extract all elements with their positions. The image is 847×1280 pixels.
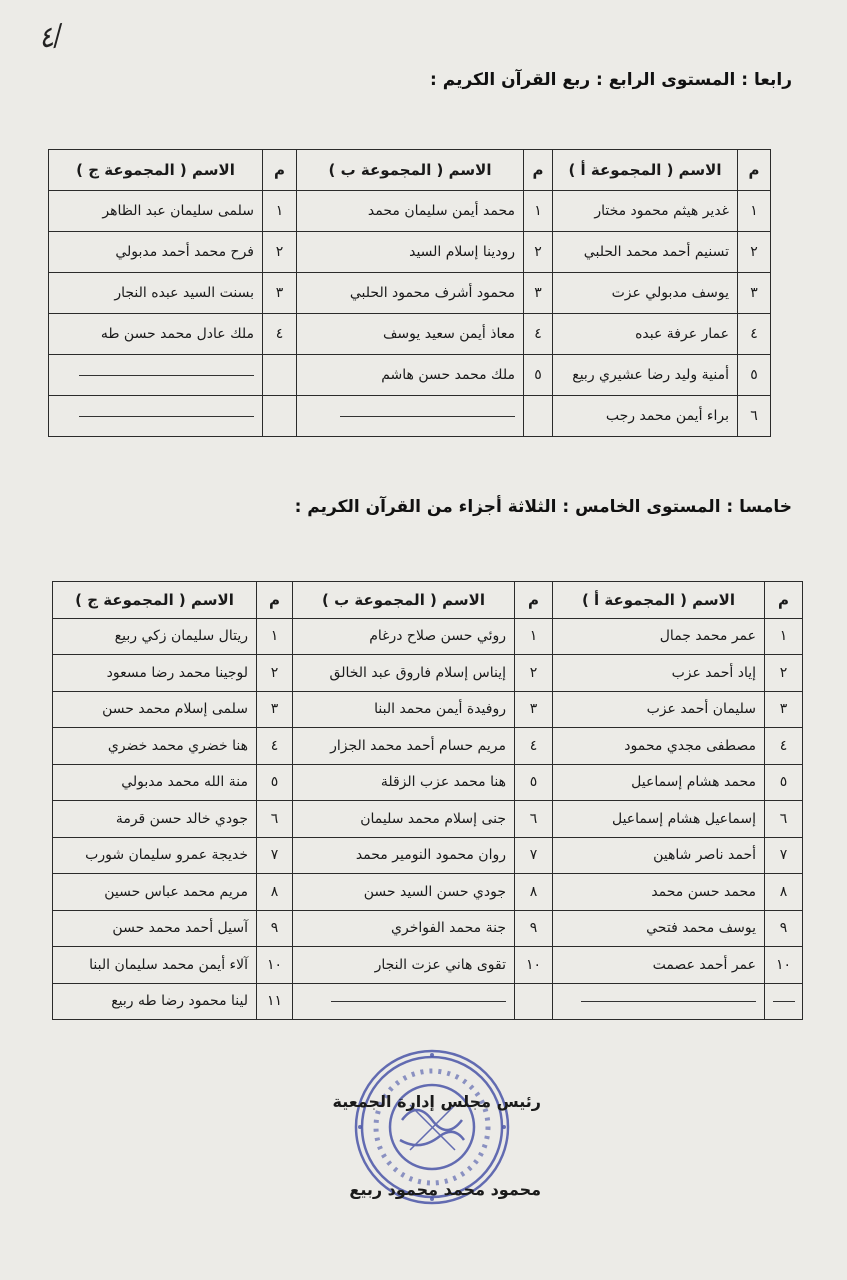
cell-index: ٨ <box>765 874 803 911</box>
table-row <box>53 764 803 801</box>
cell-index: ٢ <box>515 655 553 692</box>
table-row <box>53 947 803 984</box>
cell-index: ٤ <box>263 314 297 355</box>
level5-table <box>52 581 803 1020</box>
cell-name: روئي حسن صلاح درغام <box>293 618 515 655</box>
cell-name: محمد حسن محمد <box>553 874 765 911</box>
cell-name: براء أيمن محمد رجب <box>553 396 738 437</box>
cell-index-empty <box>515 983 553 1020</box>
cell-name: روان محمود النومير محمد <box>293 837 515 874</box>
cell-name: مصطفى مجدي محمود <box>553 728 765 765</box>
cell-index: ٣ <box>263 273 297 314</box>
cell-index-empty <box>263 396 297 437</box>
table-row <box>49 232 771 273</box>
table-header-row <box>53 582 803 619</box>
cell-blank-dash <box>765 983 803 1020</box>
cell-name: ملك محمد حسن هاشم <box>297 355 524 396</box>
cell-name: إسماعيل هشام إسماعيل <box>553 801 765 838</box>
cell-index: ٤ <box>257 728 293 765</box>
cell-name: سلمى سليمان عبد الظاهر <box>49 191 263 232</box>
blank-line <box>773 1001 795 1002</box>
cell-index: ٤ <box>524 314 553 355</box>
blank-line <box>581 1001 756 1002</box>
cell-index: ٥ <box>524 355 553 396</box>
cell-name: محمود أشرف محمود الحلبي <box>297 273 524 314</box>
table-row <box>53 983 803 1020</box>
cell-index: ٨ <box>257 874 293 911</box>
level4-heading: رابعا : المستوى الرابع : ربع القرآن الكريم : <box>430 70 792 90</box>
cell-index: ٤ <box>738 314 771 355</box>
cell-index: ٥ <box>765 764 803 801</box>
cell-index: ٩ <box>515 910 553 947</box>
cell-name: معاذ أيمن سعيد يوسف <box>297 314 524 355</box>
cell-blank-line <box>553 983 765 1020</box>
cell-name: آسيل أحمد محمد حسن <box>53 910 257 947</box>
col-index-b: م <box>524 150 553 191</box>
cell-index: ٢ <box>263 232 297 273</box>
cell-index: ٢ <box>524 232 553 273</box>
cell-index: ٣ <box>765 691 803 728</box>
col-name-group-c: الاسم ( المجموعة ج ) <box>49 150 263 191</box>
cell-name: هنا خضري محمد خضري <box>53 728 257 765</box>
cell-index: ٥ <box>515 764 553 801</box>
cell-name: خديجة عمرو سليمان شورب <box>53 837 257 874</box>
cell-name: ملك عادل محمد حسن طه <box>49 314 263 355</box>
cell-name: لينا محمود رضا طه ربيع <box>53 983 257 1020</box>
cell-blank-line <box>293 983 515 1020</box>
cell-blank-line <box>49 396 263 437</box>
col-index-b: م <box>515 582 553 619</box>
cell-name: هنا محمد عزب الزقلة <box>293 764 515 801</box>
cell-name: عمر محمد جمال <box>553 618 765 655</box>
signature-name: محمود محمد محمود ربيع <box>349 1180 541 1199</box>
cell-name: جنة محمد الفواخري <box>293 910 515 947</box>
cell-index: ٤ <box>515 728 553 765</box>
cell-index: ٧ <box>515 837 553 874</box>
cell-name: محمد هشام إسماعيل <box>553 764 765 801</box>
cell-name: آلاء أيمن محمد سليمان البنا <box>53 947 257 984</box>
cell-name: أحمد ناصر شاهين <box>553 837 765 874</box>
table-row <box>53 837 803 874</box>
cell-name: بسنت السيد عبده النجار <box>49 273 263 314</box>
cell-index: ٦ <box>257 801 293 838</box>
level4-table <box>48 149 771 437</box>
cell-name: تقوى هاني عزت النجار <box>293 947 515 984</box>
cell-index: ٨ <box>515 874 553 911</box>
cell-name: جودي حسن السيد حسن <box>293 874 515 911</box>
page-number-mark: ٤/ <box>34 17 66 56</box>
cell-index: ١٠ <box>515 947 553 984</box>
cell-name: مريم محمد عباس حسين <box>53 874 257 911</box>
cell-index: ٦ <box>765 801 803 838</box>
col-name-group-b: الاسم ( المجموعة ب ) <box>293 582 515 619</box>
cell-name: مريم حسام أحمد محمد الجزار <box>293 728 515 765</box>
cell-name: إياد أحمد عزب <box>553 655 765 692</box>
cell-index: ١ <box>738 191 771 232</box>
cell-name: رودينا إسلام السيد <box>297 232 524 273</box>
table-row <box>53 728 803 765</box>
cell-index: ١١ <box>257 983 293 1020</box>
table-row <box>53 618 803 655</box>
cell-name: سلمى إسلام محمد حسن <box>53 691 257 728</box>
col-index-c: م <box>263 150 297 191</box>
table-row <box>53 801 803 838</box>
col-index-a: م <box>765 582 803 619</box>
cell-index-empty <box>524 396 553 437</box>
col-name-group-c: الاسم ( المجموعة ج ) <box>53 582 257 619</box>
cell-name: لوجينا محمد رضا مسعود <box>53 655 257 692</box>
cell-index: ٣ <box>257 691 293 728</box>
table-row <box>53 910 803 947</box>
cell-name: تسنيم أحمد محمد الحلبي <box>553 232 738 273</box>
cell-index: ١٠ <box>765 947 803 984</box>
level5-heading: خامسا : المستوى الخامس : الثلاثة أجزاء من القرآن الكريم : <box>294 497 792 517</box>
cell-name: جودي خالد حسن قرمة <box>53 801 257 838</box>
cell-name: فرح محمد أحمد مدبولي <box>49 232 263 273</box>
signature-title: رئيس مجلس إدارة الجمعية <box>332 1092 541 1111</box>
cell-index: ٦ <box>515 801 553 838</box>
cell-blank-line <box>297 396 524 437</box>
cell-index: ٥ <box>738 355 771 396</box>
cell-blank-line <box>49 355 263 396</box>
cell-name: أمنية وليد رضا عشيري ربيع <box>553 355 738 396</box>
col-name-group-b: الاسم ( المجموعة ب ) <box>297 150 524 191</box>
cell-index: ٧ <box>257 837 293 874</box>
table-row <box>49 314 771 355</box>
table-row <box>53 655 803 692</box>
table-row <box>53 874 803 911</box>
cell-index: ١ <box>263 191 297 232</box>
cell-index: ٣ <box>524 273 553 314</box>
cell-name: إيناس إسلام فاروق عبد الخالق <box>293 655 515 692</box>
cell-index: ١ <box>257 618 293 655</box>
blank-line <box>79 375 254 376</box>
cell-name: عمار عرفة عبده <box>553 314 738 355</box>
cell-index: ٢ <box>765 655 803 692</box>
col-name-group-a: الاسم ( المجموعة أ ) <box>553 582 765 619</box>
cell-name: يوسف محمد فتحي <box>553 910 765 947</box>
cell-index: ٩ <box>765 910 803 947</box>
cell-index: ١ <box>515 618 553 655</box>
cell-index: ٢ <box>257 655 293 692</box>
cell-index-empty <box>263 355 297 396</box>
col-index-c: م <box>257 582 293 619</box>
col-index-a: م <box>738 150 771 191</box>
table-row <box>49 273 771 314</box>
cell-index: ٣ <box>515 691 553 728</box>
cell-name: يوسف مدبولي عزت <box>553 273 738 314</box>
cell-index: ١٠ <box>257 947 293 984</box>
cell-name: غدير هيثم محمود مختار <box>553 191 738 232</box>
cell-name: جنى إسلام محمد سليمان <box>293 801 515 838</box>
cell-name: محمد أيمن سليمان محمد <box>297 191 524 232</box>
blank-line <box>79 416 254 417</box>
table-row <box>49 191 771 232</box>
cell-name: منة الله محمد مدبولي <box>53 764 257 801</box>
cell-name: روفيدة أيمن محمد البنا <box>293 691 515 728</box>
cell-name: عمر أحمد عصمت <box>553 947 765 984</box>
cell-index: ٣ <box>738 273 771 314</box>
table-row <box>53 691 803 728</box>
cell-index: ٦ <box>738 396 771 437</box>
cell-index: ١ <box>765 618 803 655</box>
cell-index: ٥ <box>257 764 293 801</box>
col-name-group-a: الاسم ( المجموعة أ ) <box>553 150 738 191</box>
cell-index: ٩ <box>257 910 293 947</box>
cell-index: ٤ <box>765 728 803 765</box>
table-row <box>49 355 771 396</box>
cell-index: ٢ <box>738 232 771 273</box>
cell-index: ١ <box>524 191 553 232</box>
cell-name: سليمان أحمد عزب <box>553 691 765 728</box>
table-row <box>49 396 771 437</box>
cell-index: ٧ <box>765 837 803 874</box>
table-header-row <box>49 150 771 191</box>
blank-line <box>340 416 515 417</box>
blank-line <box>331 1001 506 1002</box>
cell-name: ريتال سليمان زكي ربيع <box>53 618 257 655</box>
